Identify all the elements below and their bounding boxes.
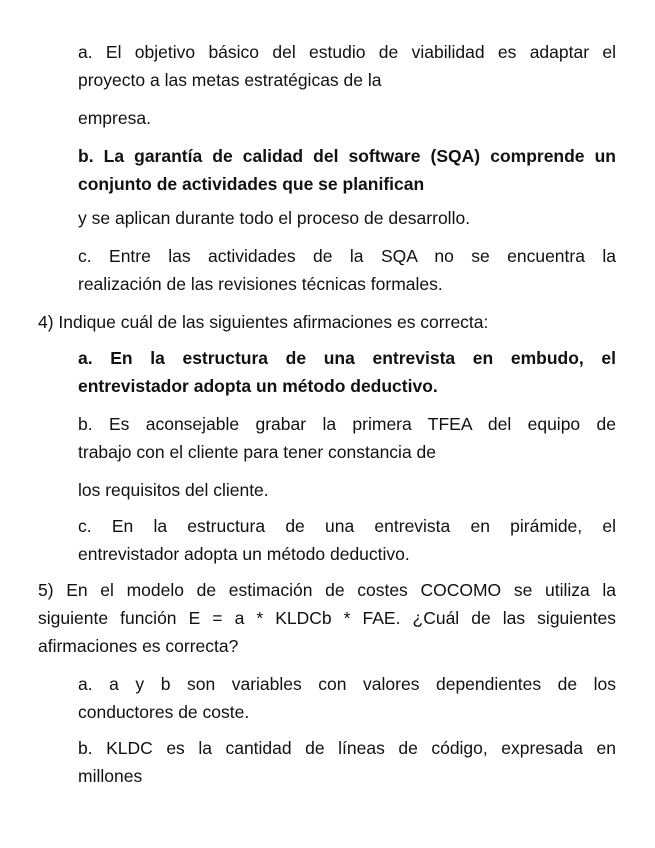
text-line: b. Es aconsejable grabar la primera TFEA del equipo de xyxy=(78,414,616,434)
question-heading: 5) En el modelo de estimación de costes COCOMO se utiliza la xyxy=(38,580,616,600)
text-line: empresa. xyxy=(78,108,151,128)
text-line: b. KLDC es la cantidad de líneas de código, expresada en xyxy=(78,738,616,758)
text-line: entrevistador adopta un método deductivo. xyxy=(78,544,410,564)
text-line: proyecto a las metas estratégicas de la xyxy=(78,70,382,90)
text-line: c. En la estructura de una entrevista en pirámide, el xyxy=(78,516,616,536)
text-line: a. El objetivo básico del estudio de viabilidad es adaptar el xyxy=(78,42,616,62)
text-line: a. a y b son variables con valores dependientes de los xyxy=(78,674,616,694)
text-line: a. En la estructura de una entrevista en embudo, el xyxy=(78,348,616,368)
text-line: realización de las revisiones técnicas formales. xyxy=(78,274,443,294)
question-heading: afirmaciones es correcta? xyxy=(38,636,239,656)
text-line: entrevistador adopta un método deductivo. xyxy=(78,376,438,396)
question-heading: siguiente función E = a * KLDCb * FAE. ¿Cuál de las siguientes xyxy=(38,608,616,628)
text-line: los requisitos del cliente. xyxy=(78,480,269,500)
text-line: b. La garantía de calidad del software (SQA) comprende un xyxy=(78,146,616,166)
question-heading: 4) Indique cuál de las siguientes afirmaciones es correcta: xyxy=(38,312,489,332)
text-line: conjunto de actividades que se planifican xyxy=(78,174,425,194)
text-line: conductores de coste. xyxy=(78,702,250,722)
text-line: millones xyxy=(78,766,143,786)
text-line: c. Entre las actividades de la SQA no se encuentra la xyxy=(78,246,616,266)
text-line: trabajo con el cliente para tener constancia de xyxy=(78,442,437,462)
text-line: y se aplican durante todo el proceso de desarrollo. xyxy=(78,208,471,228)
